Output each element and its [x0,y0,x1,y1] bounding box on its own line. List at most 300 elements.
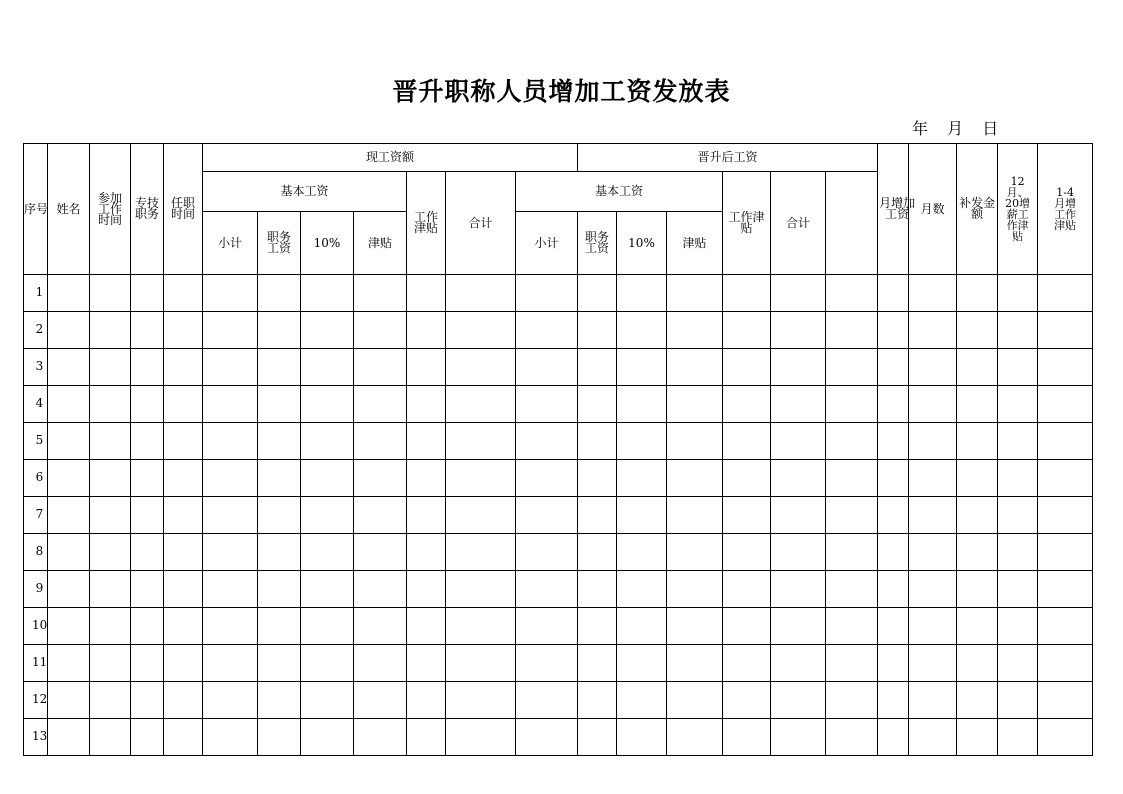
table-cell[interactable] [957,608,998,645]
table-cell[interactable] [131,349,164,386]
table-cell[interactable] [723,312,771,349]
table-cell[interactable] [771,349,826,386]
table-cell[interactable] [617,719,667,756]
table-cell[interactable] [516,645,578,682]
table-cell[interactable] [301,534,354,571]
table-cell[interactable] [90,312,131,349]
table-cell[interactable] [516,571,578,608]
header-monthly-increase: 月增加工资 [878,144,909,275]
table-cell[interactable] [203,275,258,312]
table-cell[interactable] [516,682,578,719]
row-number: 9 [24,571,48,608]
table-cell[interactable] [771,719,826,756]
table-cell[interactable] [203,497,258,534]
table-cell[interactable] [131,386,164,423]
table-cell[interactable] [258,386,301,423]
table-cell[interactable] [723,534,771,571]
table-cell[interactable] [446,719,516,756]
table-cell[interactable] [909,534,957,571]
table-cell[interactable] [301,312,354,349]
table-cell[interactable] [48,460,90,497]
table-cell[interactable] [164,349,203,386]
table-cell[interactable] [617,497,667,534]
table-cell[interactable] [90,608,131,645]
table-cell[interactable] [998,275,1038,312]
table-cell[interactable] [578,645,617,682]
table-cell[interactable] [771,312,826,349]
table-cell[interactable] [998,608,1038,645]
table-cell[interactable] [878,719,909,756]
table-cell[interactable] [446,312,516,349]
table-cell[interactable] [667,608,723,645]
table-cell[interactable] [909,645,957,682]
table-cell[interactable] [723,349,771,386]
table-cell[interactable] [258,608,301,645]
table-cell[interactable] [909,571,957,608]
table-cell[interactable] [48,349,90,386]
table-cell[interactable] [446,423,516,460]
table-cell[interactable] [446,386,516,423]
table-body [24,275,1093,756]
table-cell[interactable] [1038,682,1093,719]
table-cell[interactable] [998,349,1038,386]
table-cell[interactable] [131,275,164,312]
table-cell[interactable] [909,497,957,534]
table-cell[interactable] [667,423,723,460]
table-cell[interactable] [90,571,131,608]
table-cell[interactable] [90,645,131,682]
table-cell[interactable] [131,645,164,682]
table-cell[interactable] [723,497,771,534]
table-cell[interactable] [1038,534,1093,571]
table-cell[interactable] [878,423,909,460]
table-cell[interactable] [258,497,301,534]
table-cell[interactable] [617,423,667,460]
table-cell[interactable] [164,534,203,571]
table-cell[interactable] [258,645,301,682]
table-cell[interactable] [301,645,354,682]
table-cell[interactable] [1038,423,1093,460]
table-cell[interactable] [407,682,446,719]
table-cell[interactable] [909,312,957,349]
table-cell[interactable] [203,312,258,349]
header-appoint-time: 任职时间 [164,144,203,275]
table-cell[interactable] [667,719,723,756]
table-cell[interactable] [826,534,878,571]
table-cell[interactable] [771,275,826,312]
table-cell[interactable] [164,460,203,497]
table-cell[interactable] [826,608,878,645]
table-cell[interactable] [407,349,446,386]
table-cell[interactable] [771,682,826,719]
table-cell[interactable] [354,645,407,682]
table-cell[interactable] [723,386,771,423]
table-cell[interactable] [354,571,407,608]
table-cell[interactable] [203,349,258,386]
table-cell[interactable] [578,571,617,608]
table-cell[interactable] [667,645,723,682]
table-cell[interactable] [203,386,258,423]
table-cell[interactable] [407,386,446,423]
table-cell[interactable] [723,460,771,497]
table-cell[interactable] [516,423,578,460]
table-cell[interactable] [578,460,617,497]
table-cell[interactable] [516,275,578,312]
table-cell[interactable] [407,608,446,645]
table-cell[interactable] [301,608,354,645]
table-cell[interactable] [407,460,446,497]
salary-table [23,143,1093,756]
table-cell[interactable] [771,423,826,460]
table-cell[interactable] [301,719,354,756]
table-cell[interactable] [203,608,258,645]
table-cell[interactable] [164,608,203,645]
table-cell[interactable] [446,645,516,682]
table-cell[interactable] [446,534,516,571]
table-cell[interactable] [258,534,301,571]
table-cell[interactable] [957,349,998,386]
table-cell[interactable] [131,460,164,497]
table-cell[interactable] [667,349,723,386]
table-cell[interactable] [1038,349,1093,386]
table-cell[interactable] [878,534,909,571]
table-cell[interactable] [957,312,998,349]
table-cell[interactable] [516,719,578,756]
table-cell[interactable] [1038,719,1093,756]
table-cell[interactable] [826,571,878,608]
table-cell[interactable] [878,460,909,497]
table-cell[interactable] [878,386,909,423]
table-cell[interactable] [998,386,1038,423]
table-cell[interactable] [131,312,164,349]
table-cell[interactable] [578,349,617,386]
table-cell[interactable] [258,312,301,349]
table-cell[interactable] [909,386,957,423]
table-cell[interactable] [516,386,578,423]
table-cell[interactable] [667,312,723,349]
table-cell[interactable] [957,275,998,312]
table-cell[interactable] [878,312,909,349]
table-cell[interactable] [407,645,446,682]
table-cell[interactable] [203,645,258,682]
table-cell[interactable] [723,608,771,645]
table-cell[interactable] [258,460,301,497]
table-cell[interactable] [578,497,617,534]
table-cell[interactable] [617,682,667,719]
table-cell[interactable] [771,460,826,497]
table-cell[interactable] [516,312,578,349]
table-cell[interactable] [407,719,446,756]
table-cell[interactable] [826,423,878,460]
table-cell[interactable] [771,386,826,423]
table-cell[interactable] [407,571,446,608]
table-cell[interactable] [48,719,90,756]
table-cell[interactable] [826,312,878,349]
header-supplement: 补发金额 [957,144,998,275]
table-cell[interactable] [516,608,578,645]
table-cell[interactable] [667,275,723,312]
table-cell[interactable] [878,608,909,645]
table-cell[interactable] [48,386,90,423]
table-cell[interactable] [998,645,1038,682]
table-cell[interactable] [516,534,578,571]
table-cell[interactable] [203,719,258,756]
table-cell[interactable] [258,719,301,756]
table-cell[interactable] [1038,312,1093,349]
table-cell[interactable] [723,423,771,460]
table-cell[interactable] [826,275,878,312]
table-cell[interactable] [998,534,1038,571]
table-cell[interactable] [578,719,617,756]
table-cell[interactable] [48,608,90,645]
table-cell[interactable] [354,719,407,756]
table-cell[interactable] [578,386,617,423]
table-cell[interactable] [354,534,407,571]
table-cell[interactable] [354,386,407,423]
table-cell[interactable] [998,682,1038,719]
table-cell[interactable] [301,571,354,608]
table-cell[interactable] [617,275,667,312]
table-cell[interactable] [1038,275,1093,312]
table-cell[interactable] [723,571,771,608]
table-cell[interactable] [578,534,617,571]
table-cell[interactable] [301,386,354,423]
table-row [24,275,1093,312]
table-cell[interactable] [203,682,258,719]
table-cell[interactable] [48,682,90,719]
table-cell[interactable] [667,386,723,423]
table-cell[interactable] [164,312,203,349]
table-cell[interactable] [90,534,131,571]
table-cell[interactable] [1038,645,1093,682]
table-cell[interactable] [301,423,354,460]
table-cell[interactable] [48,275,90,312]
table-cell[interactable] [48,312,90,349]
table-cell[interactable] [998,719,1038,756]
table-cell[interactable] [446,608,516,645]
table-cell[interactable] [771,497,826,534]
table-cell[interactable] [578,682,617,719]
table-cell[interactable] [131,497,164,534]
table-cell[interactable] [131,608,164,645]
table-cell[interactable] [667,534,723,571]
table-cell[interactable] [90,719,131,756]
table-cell[interactable] [48,497,90,534]
table-cell[interactable] [258,423,301,460]
table-cell[interactable] [878,349,909,386]
table-cell[interactable] [957,497,998,534]
table-cell[interactable] [407,534,446,571]
table-cell[interactable] [771,608,826,645]
table-cell[interactable] [48,423,90,460]
table-cell[interactable] [354,497,407,534]
table-cell[interactable] [957,423,998,460]
table-cell[interactable] [164,386,203,423]
table-cell[interactable] [771,534,826,571]
table-cell[interactable] [771,645,826,682]
table-cell[interactable] [354,349,407,386]
header-current-10pct: 10% [301,212,354,275]
table-cell[interactable] [826,349,878,386]
table-cell[interactable] [90,682,131,719]
table-cell[interactable] [578,312,617,349]
table-cell[interactable] [998,312,1038,349]
table-cell[interactable] [667,497,723,534]
table-cell[interactable] [203,423,258,460]
table-cell[interactable] [878,645,909,682]
table-cell[interactable] [667,460,723,497]
table-cell[interactable] [446,571,516,608]
table-cell[interactable] [516,460,578,497]
table-cell[interactable] [90,497,131,534]
table-cell[interactable] [878,275,909,312]
table-cell[interactable] [667,571,723,608]
table-cell[interactable] [826,460,878,497]
table-cell[interactable] [90,275,131,312]
table-cell[interactable] [878,682,909,719]
table-cell[interactable] [826,386,878,423]
table-cell[interactable] [407,312,446,349]
table-cell[interactable] [258,682,301,719]
table-cell[interactable] [48,534,90,571]
table-cell[interactable] [578,608,617,645]
table-cell[interactable] [446,497,516,534]
table-cell[interactable] [723,645,771,682]
table-cell[interactable] [131,682,164,719]
table-cell[interactable] [723,682,771,719]
table-cell[interactable] [164,275,203,312]
table-cell[interactable] [354,312,407,349]
table-cell[interactable] [826,645,878,682]
table-cell[interactable] [617,608,667,645]
table-cell[interactable] [667,682,723,719]
table-cell[interactable] [301,460,354,497]
table-cell[interactable] [1038,497,1093,534]
table-cell[interactable] [48,571,90,608]
table-cell[interactable] [826,497,878,534]
row-number: 11 [24,645,48,682]
table-cell[interactable] [258,349,301,386]
table-cell[interactable] [354,460,407,497]
table-cell[interactable] [617,460,667,497]
table-cell[interactable] [578,275,617,312]
table-cell[interactable] [90,423,131,460]
table-cell[interactable] [617,386,667,423]
table-cell[interactable] [354,275,407,312]
table-cell[interactable] [998,423,1038,460]
table-cell[interactable] [407,275,446,312]
table-cell[interactable] [446,682,516,719]
table-cell[interactable] [354,423,407,460]
table-cell[interactable] [131,719,164,756]
header-current-allowance: 津贴 [354,212,407,275]
table-cell[interactable] [909,349,957,386]
table-cell[interactable] [164,571,203,608]
table-cell[interactable] [164,719,203,756]
table-cell[interactable] [446,460,516,497]
table-cell[interactable] [826,682,878,719]
table-cell[interactable] [354,682,407,719]
table-cell[interactable] [164,423,203,460]
table-cell[interactable] [446,275,516,312]
table-cell[interactable] [723,275,771,312]
table-cell[interactable] [617,571,667,608]
table-cell[interactable] [354,608,407,645]
table-cell[interactable] [301,682,354,719]
table-cell[interactable] [617,312,667,349]
table-cell[interactable] [164,682,203,719]
table-cell[interactable] [258,275,301,312]
table-cell[interactable] [164,645,203,682]
table-cell[interactable] [203,460,258,497]
table-cell[interactable] [516,349,578,386]
table-cell[interactable] [203,571,258,608]
table-cell[interactable] [203,534,258,571]
table-cell[interactable] [407,497,446,534]
table-cell[interactable] [301,349,354,386]
table-cell[interactable] [957,645,998,682]
row-number: 13 [24,719,48,756]
table-cell[interactable] [131,534,164,571]
table-cell[interactable] [90,460,131,497]
table-cell[interactable] [909,608,957,645]
table-cell[interactable] [617,349,667,386]
header-promoted-allowance: 津贴 [667,212,723,275]
table-cell[interactable] [909,460,957,497]
table-cell[interactable] [957,460,998,497]
table-cell[interactable] [516,497,578,534]
table-cell[interactable] [998,460,1038,497]
table-cell[interactable] [1038,386,1093,423]
table-cell[interactable] [131,423,164,460]
table-cell[interactable] [909,423,957,460]
table-cell[interactable] [998,497,1038,534]
table-cell[interactable] [617,534,667,571]
table-cell[interactable] [957,571,998,608]
table-cell[interactable] [957,386,998,423]
table-cell[interactable] [771,571,826,608]
table-cell[interactable] [446,349,516,386]
table-cell[interactable] [826,719,878,756]
table-cell[interactable] [617,645,667,682]
table-cell[interactable] [909,682,957,719]
table-cell[interactable] [301,275,354,312]
table-cell[interactable] [957,719,998,756]
table-cell[interactable] [301,497,354,534]
table-cell[interactable] [957,682,998,719]
table-cell[interactable] [998,571,1038,608]
table-cell[interactable] [407,423,446,460]
row-number: 7 [24,497,48,534]
table-cell[interactable] [957,534,998,571]
table-cell[interactable] [878,497,909,534]
table-cell[interactable] [1038,571,1093,608]
table-cell[interactable] [878,571,909,608]
table-cell[interactable] [578,423,617,460]
table-cell[interactable] [1038,460,1093,497]
table-cell[interactable] [1038,608,1093,645]
table-cell[interactable] [258,571,301,608]
table-cell[interactable] [164,497,203,534]
table-cell[interactable] [723,719,771,756]
table-cell[interactable] [909,275,957,312]
table-cell[interactable] [90,386,131,423]
table-cell[interactable] [909,719,957,756]
header-current-post-wage: 职务工资 [258,212,301,275]
table-cell[interactable] [90,349,131,386]
table-cell[interactable] [131,571,164,608]
table-cell[interactable] [48,645,90,682]
